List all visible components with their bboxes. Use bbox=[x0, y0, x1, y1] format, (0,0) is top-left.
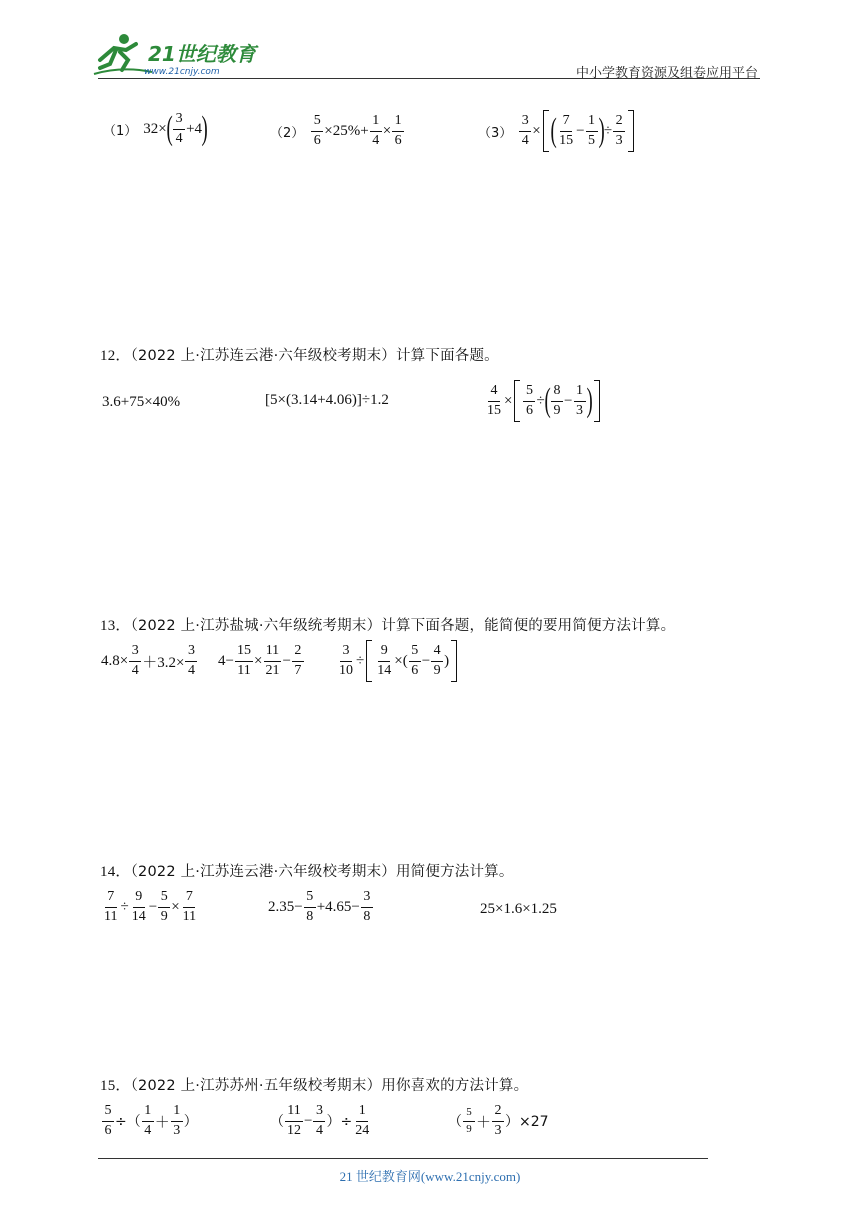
fraction: $\frac{9}{14}$ bbox=[377, 642, 392, 678]
fraction: $\frac{5}{9}$ bbox=[158, 890, 170, 924]
operator: × bbox=[532, 122, 541, 139]
fraction: $\frac{11}{12}$ bbox=[287, 1103, 301, 1138]
fraction: $\frac{3}{4}$ bbox=[313, 1104, 325, 1138]
paren-left: ( bbox=[550, 112, 557, 149]
bracket-left bbox=[514, 380, 520, 422]
fraction: $\frac{5}{6}$ bbox=[409, 644, 421, 678]
fraction: $\frac{1}{6}$ bbox=[392, 114, 404, 148]
paren-right: ) bbox=[586, 382, 593, 419]
q14-title: 14．（2022 上·江苏连云港·六年级校考期末）用简便方法计算。 bbox=[100, 864, 514, 880]
q13-expr-2: 4− $\frac{15}{11}$ × $\frac{11}{21}$ − $\frac{2}{7}$ bbox=[218, 644, 305, 678]
header-divider bbox=[98, 78, 760, 79]
q14-expr-1: $\frac{7}{11}$ ÷ $\frac{9}{14}$ − $\frac{5}{9}$ × $\frac{7}{11}$ bbox=[104, 889, 197, 924]
q14-expr-3: 25×1.6×1.25 bbox=[480, 901, 557, 917]
bracket-right bbox=[451, 640, 457, 682]
q12-title: 12．（2022 上·江苏连云港·六年级校考期末）计算下面各题。 bbox=[100, 348, 499, 364]
expr-text: 32× bbox=[143, 120, 167, 137]
paren-right: ) bbox=[201, 110, 208, 148]
bracket-left bbox=[543, 110, 549, 152]
expr-text: +4 bbox=[186, 120, 203, 137]
q11-item-3 bbox=[478, 110, 636, 152]
q12-expr-3 bbox=[484, 380, 602, 422]
operator: − bbox=[576, 122, 585, 139]
logo-url: www.21cnjy.com bbox=[144, 67, 220, 77]
q11-item-2 bbox=[270, 114, 405, 148]
q13-expr-3: $\frac{3}{10}$ ÷ $\frac{9}{14}$ ×( $\frac{5}{6}$ − $\frac{4}{9}$ ) bbox=[336, 640, 459, 682]
q11-item-1 bbox=[103, 112, 207, 146]
fraction: $\frac{1}{3}$ bbox=[574, 384, 586, 418]
fraction: $\frac{5}{6}$ bbox=[311, 114, 323, 148]
logo-text: 21世纪教育 bbox=[148, 42, 256, 66]
footer-divider bbox=[98, 1158, 708, 1159]
fraction: $\frac{7}{11}$ bbox=[104, 889, 118, 924]
bracket-right bbox=[628, 110, 634, 152]
fraction: $\frac{11}{21}$ bbox=[265, 643, 280, 678]
fraction: $\frac{1}{3}$ bbox=[171, 1104, 183, 1138]
q15-expr-2: （ $\frac{11}{12}$ − $\frac{3}{4}$ ）÷ $\frac{1}{24}$ bbox=[270, 1103, 370, 1138]
fraction: $\frac{1}{24}$ bbox=[355, 1103, 370, 1138]
fraction: $\frac{5}{8}$ bbox=[304, 890, 316, 924]
paren-left: ( bbox=[166, 110, 173, 148]
fraction: $\frac{7}{15}$ bbox=[559, 112, 574, 148]
fraction: $\frac{1}{5}$ bbox=[586, 114, 598, 148]
operator: − bbox=[564, 392, 573, 409]
fraction: $\frac{7}{11}$ bbox=[182, 889, 197, 924]
q13-expr-1: 4.8× $\frac{3}{4}$ ＋3.2× $\frac{3}{4}$ bbox=[101, 644, 198, 678]
q12-expr-1: 3.6+75×40% bbox=[102, 394, 181, 410]
fraction: $\frac{9}{14}$ bbox=[131, 889, 146, 924]
fraction: $\frac{15}{11}$ bbox=[236, 643, 251, 678]
fraction: $\frac{1}{4}$ bbox=[142, 1104, 154, 1138]
paren-left: ( bbox=[544, 382, 551, 419]
q15-title: 15．（2022 上·江苏苏州·五年级校考期末）用你喜欢的方法计算。 bbox=[100, 1078, 529, 1094]
fraction: $\frac{3}{10}$ bbox=[339, 642, 353, 678]
fraction: $\frac{4}{9}$ bbox=[431, 644, 443, 678]
bracket-left bbox=[366, 640, 372, 682]
paren-right: ) bbox=[598, 112, 605, 149]
platform-name: 中小学教育资源及组卷应用平台 bbox=[575, 66, 758, 81]
operator: × bbox=[504, 392, 513, 409]
fraction: $\frac{3}{8}$ bbox=[361, 890, 373, 924]
expr-text: ×25%+ bbox=[324, 122, 369, 139]
q12-expr-2: [5×(3.14+4.06)]÷1.2 bbox=[265, 392, 389, 408]
q15-expr-3: （ $\frac{5}{9}$ ＋ $\frac{2}{3}$ ）×27 bbox=[448, 1103, 549, 1138]
expr-text: × bbox=[382, 122, 392, 139]
fraction: $\frac{3}{4}$ bbox=[173, 112, 185, 146]
item-label: （3） bbox=[478, 125, 513, 141]
fraction: $\frac{5}{6}$ bbox=[102, 1104, 114, 1138]
operator: ÷ bbox=[603, 122, 613, 139]
fraction: $\frac{2}{3}$ bbox=[492, 1104, 504, 1138]
fraction: $\frac{2}{3}$ bbox=[613, 114, 625, 148]
fraction: $\frac{2}{7}$ bbox=[292, 644, 304, 678]
fraction: $\frac{3}{4}$ bbox=[519, 114, 531, 148]
bracket-right bbox=[594, 380, 600, 422]
q14-expr-2: 2.35− $\frac{5}{8}$ +4.65− $\frac{3}{8}$ bbox=[268, 890, 374, 924]
fraction: $\frac{8}{9}$ bbox=[551, 384, 563, 418]
fraction: $\frac{4}{15}$ bbox=[487, 382, 501, 418]
operator: ÷ bbox=[536, 392, 545, 409]
site-logo bbox=[92, 30, 262, 80]
fraction: $\frac{5}{6}$ bbox=[523, 384, 535, 418]
fraction: $\frac{3}{4}$ bbox=[185, 644, 197, 678]
fraction: $\frac{3}{4}$ bbox=[129, 644, 141, 678]
footer-link[interactable]: 21 世纪教育网(www.21cnjy.com) bbox=[339, 1169, 521, 1184]
q13-title: 13．（2022 上·江苏盐城·六年级统考期末）计算下面各题，能简便的要用简便方法计算。 bbox=[100, 618, 676, 634]
fraction: $\frac{1}{4}$ bbox=[370, 114, 382, 148]
fraction: $\frac{5}{9}$ bbox=[463, 1107, 475, 1135]
q15-expr-1: $\frac{5}{6}$ ÷（ $\frac{1}{4}$ ＋ $\frac{1}{3}$ ） bbox=[101, 1104, 198, 1138]
item-label: （2） bbox=[270, 125, 305, 141]
item-label: （1） bbox=[103, 123, 138, 139]
